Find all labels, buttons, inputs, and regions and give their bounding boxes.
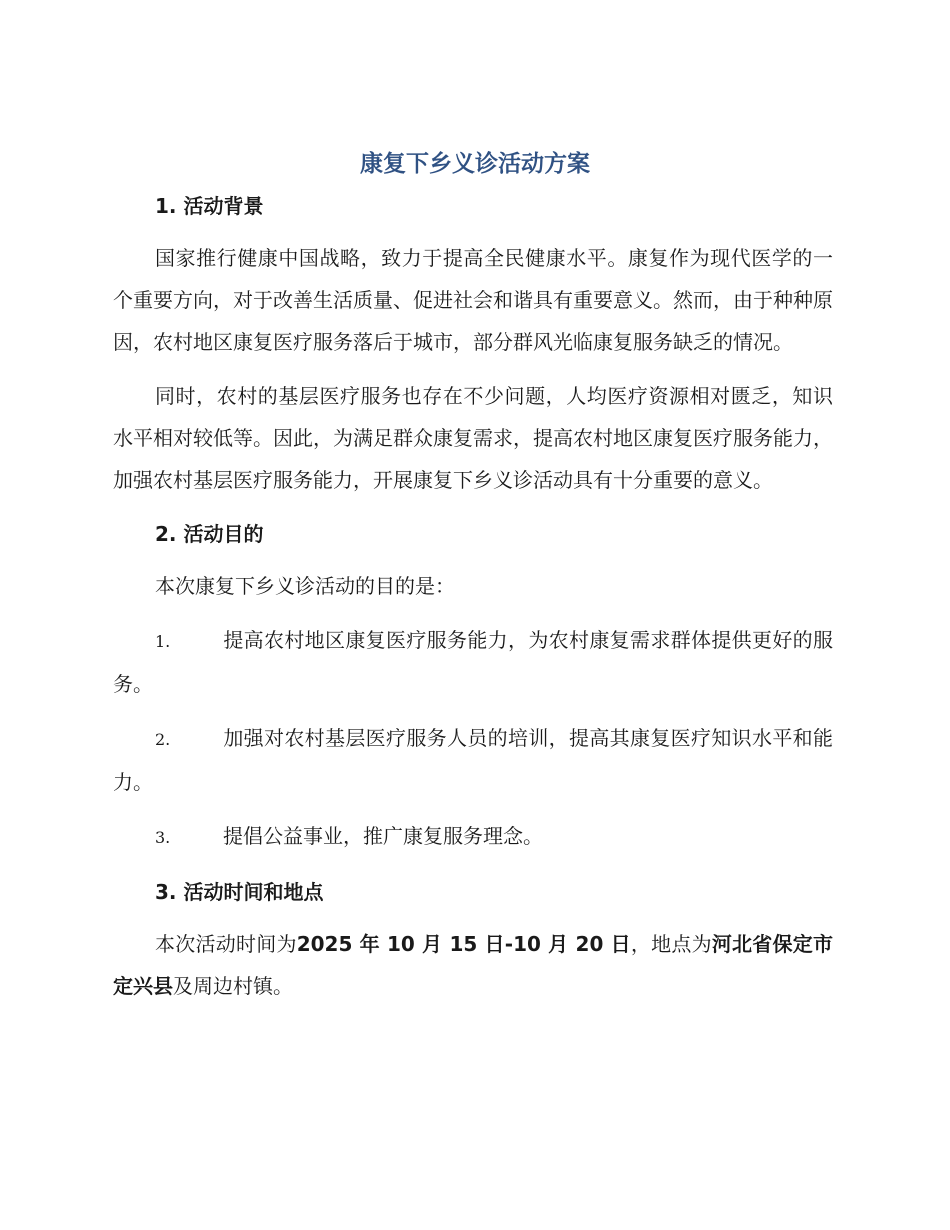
- section-heading-purpose: 2. 活动目的: [155, 522, 264, 546]
- list-item-text: 提高农村地区康复医疗服务能力，为农村康复需求群体提供更好的服务。: [113, 628, 833, 696]
- paragraph-background-2: 同时，农村的基层医疗服务也存在不少问题，人均医疗资源相对匮乏，知识水平相对较低等。因此，为满足群众康复需求，提高农村地区康复医疗服务能力，加强农村基层医疗服务能力，开展康复下乡义诊活动具有十分重要的意义。: [113, 384, 833, 492]
- paragraph-purpose-intro: 本次康复下乡义诊活动的目的是：: [155, 574, 455, 598]
- event-location: 河北省保定市定兴县: [113, 932, 834, 998]
- list-item: [113, 815, 833, 859]
- paragraph-time-place: [113, 923, 833, 1007]
- time-place-text: 及周边村镇。: [173, 974, 293, 998]
- list-item-number: 2.: [155, 730, 171, 749]
- section-heading-time-place: 3. 活动时间和地点: [155, 880, 324, 904]
- list-item-number: 1.: [155, 632, 171, 651]
- list-item: [113, 619, 833, 705]
- list-item-number: 3.: [155, 828, 171, 847]
- time-place-text: ，地点为: [630, 932, 712, 956]
- list-item: [113, 717, 833, 803]
- paragraph-background-1: 国家推行健康中国战略，致力于提高全民健康水平。康复作为现代医学的一个重要方向，对于改善生活质量、促进社会和谐具有重要意义。然而，由于种种原因，农村地区康复医疗服务落后于城市，部分群风光临康复服务缺乏的情况。: [113, 246, 833, 354]
- document-title: 康复下乡义诊活动方案: [360, 151, 590, 177]
- event-dates: 2025 年 10 月 15 日-10 月 20 日: [296, 932, 631, 956]
- document-body: [113, 187, 833, 1007]
- list-item-text: 加强对农村基层医疗服务人员的培训，提高其康复医疗知识水平和能力。: [113, 726, 833, 794]
- time-place-text: 本次活动时间为: [155, 932, 297, 956]
- list-item-text: 提倡公益事业，推广康复服务理念。: [223, 824, 543, 848]
- section-heading-background: 1. 活动背景: [155, 194, 264, 218]
